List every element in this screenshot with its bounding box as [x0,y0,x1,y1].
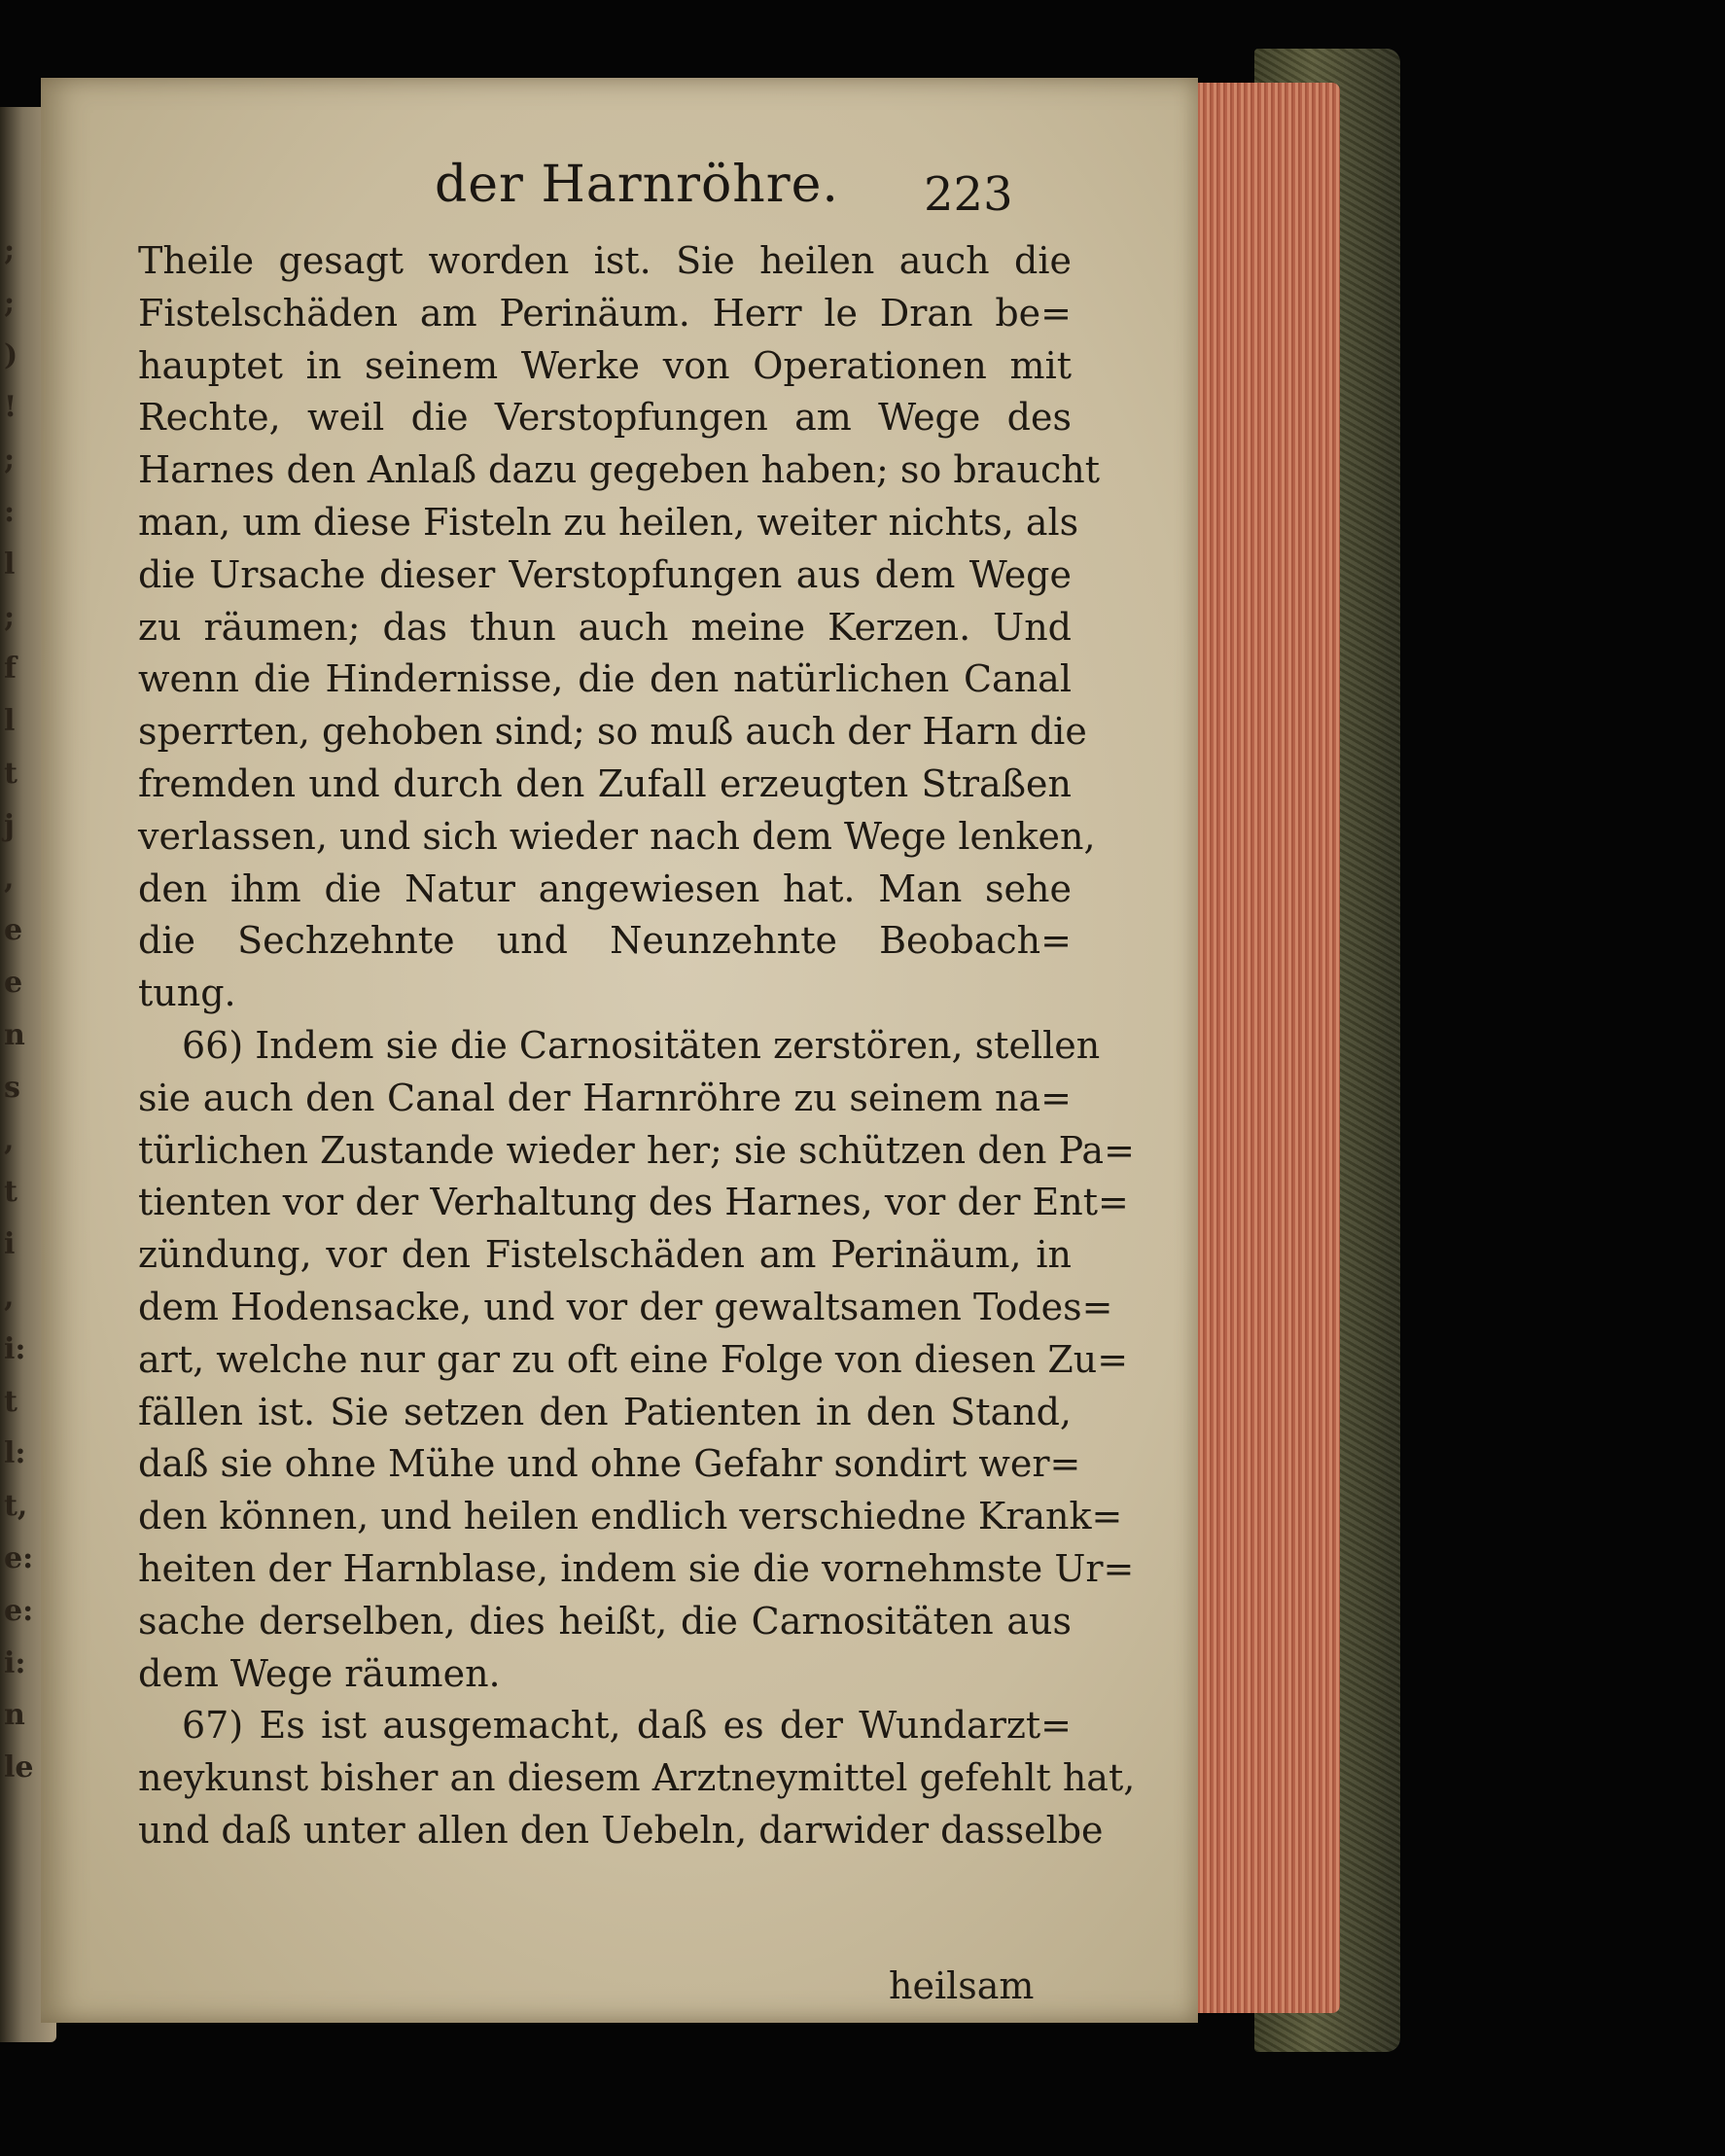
facing-page-fragment: le [4,1750,34,1785]
text-line: art, welche nur gar zu oft eine Folge von diesen Zu= [138,1337,1129,1381]
text-line: sie auch den Canal der Harnröhre zu seinem na= [138,1076,1072,1119]
text-line: heiten der Harnblase, indem sie die vornehmste Ur= [138,1546,1135,1590]
facing-page-fragment: ; [4,285,16,320]
text-line: fällen ist. Sie setzen den Patienten in den Stand, [138,1390,1072,1433]
text-line: daß sie ohne Mühe und ohne Gefahr sondirt wer= [138,1442,1081,1486]
facing-page-fragment: s [4,1070,20,1105]
facing-page-fragment: ) [4,337,18,372]
facing-page-fragment: ; [4,599,16,634]
body-text [138,235,1136,1857]
text-line: tung. [138,972,236,1015]
text-line: sache derselben, dies heißt, die Carnositäten aus [138,1599,1072,1643]
page-block-edge [1184,83,1340,2013]
catchword: heilsam [889,1964,1035,2007]
facing-page-fragment: l: [4,1436,26,1471]
facing-page-fragment: e: [4,1593,34,1628]
text-line: fremden und durch den Zufall erzeugten Straßen [138,761,1072,805]
text-line: Harnes den Anlaß dazu gegeben haben; so braucht [138,448,1101,492]
facing-page-fragment: t, [4,1489,28,1524]
facing-page-fragment: t [4,1384,18,1419]
page-number: 223 [924,167,1013,222]
facing-page-fragment: e [4,913,23,948]
text-line: den können, und heilen endlich verschiedne Krank= [138,1495,1123,1538]
text-line: die Sechzehnte und Neunzehnte Beobach= [138,919,1072,963]
text-line: türlichen Zustande wieder her; sie schützen den Pa= [138,1128,1135,1172]
facing-page-fragment: ; [4,233,16,267]
text-line: 67) Es ist ausgemacht, daß es der Wundarzt= [182,1704,1072,1748]
text-line: verlassen, und sich wieder nach dem Wege lenken, [138,814,1096,858]
facing-page-fragment: : [4,495,16,529]
facing-page-fragment: j [4,808,15,843]
facing-page-fragment: e [4,966,23,1001]
text-line: zündung, vor den Fistelschäden am Perinäum, in [138,1233,1072,1277]
running-head: der Harnröhre. [435,156,839,214]
text-line: Theile gesagt worden ist. Sie heilen auch die [138,239,1072,282]
text-line: man, um diese Fisteln zu heilen, weiter nichts, als [138,500,1079,544]
text-line: zu räumen; das thun auch meine Kerzen. Und [138,605,1072,649]
text-line: hauptet in seinem Werke von Operationen mit [138,343,1072,387]
text-line: Fistelschäden am Perinäum. Herr le Dran be= [138,291,1072,335]
text-line: dem Wege räumen. [138,1651,501,1695]
facing-page-fragment: ; [4,442,16,477]
text-line: wenn die Hindernisse, die den natürlichen Canal [138,657,1072,701]
facing-page-fragment: i: [4,1645,26,1680]
facing-page-fragment: n [4,1698,25,1733]
text-line: die Ursache dieser Verstopfungen aus dem Wege [138,552,1072,596]
book-page [41,78,1198,2023]
text-line: tienten vor der Verhaltung des Harnes, vor der Ent= [138,1181,1129,1224]
text-line: sperrten, gehoben sind; so muß auch der Harn die [138,710,1087,754]
facing-page-fragment: l [4,704,16,739]
text-line: dem Hodensacke, und vor der gewaltsamen Todes= [138,1285,1113,1328]
facing-page-fragment: ! [4,390,18,425]
text-line: 66) Indem sie die Carnositäten zerstören, stellen [182,1023,1101,1067]
facing-page-fragment: t [4,757,18,791]
text-line: Rechte, weil die Verstopfungen am Wege des [138,396,1072,440]
facing-page-fragment: t [4,1175,18,1210]
facing-page-fragment: n [4,1018,25,1052]
facing-page-fragment: , [4,1122,15,1157]
facing-page-fragment: l [4,547,16,582]
facing-page-fragment: , [4,1280,15,1314]
text-line: den ihm die Natur angewiesen hat. Man sehe [138,866,1072,910]
text-line: neykunst bisher an diesem Arztneymittel gefehlt hat, [138,1756,1136,1800]
facing-page-fragment: i [4,1227,16,1262]
facing-page-fragment: e: [4,1541,34,1575]
text-line: und daß unter allen den Uebeln, darwider dasselbe [138,1808,1104,1852]
facing-page-fragment: f [4,652,17,687]
facing-page-fragment: , [4,861,15,896]
facing-page-fragment: i: [4,1331,26,1366]
